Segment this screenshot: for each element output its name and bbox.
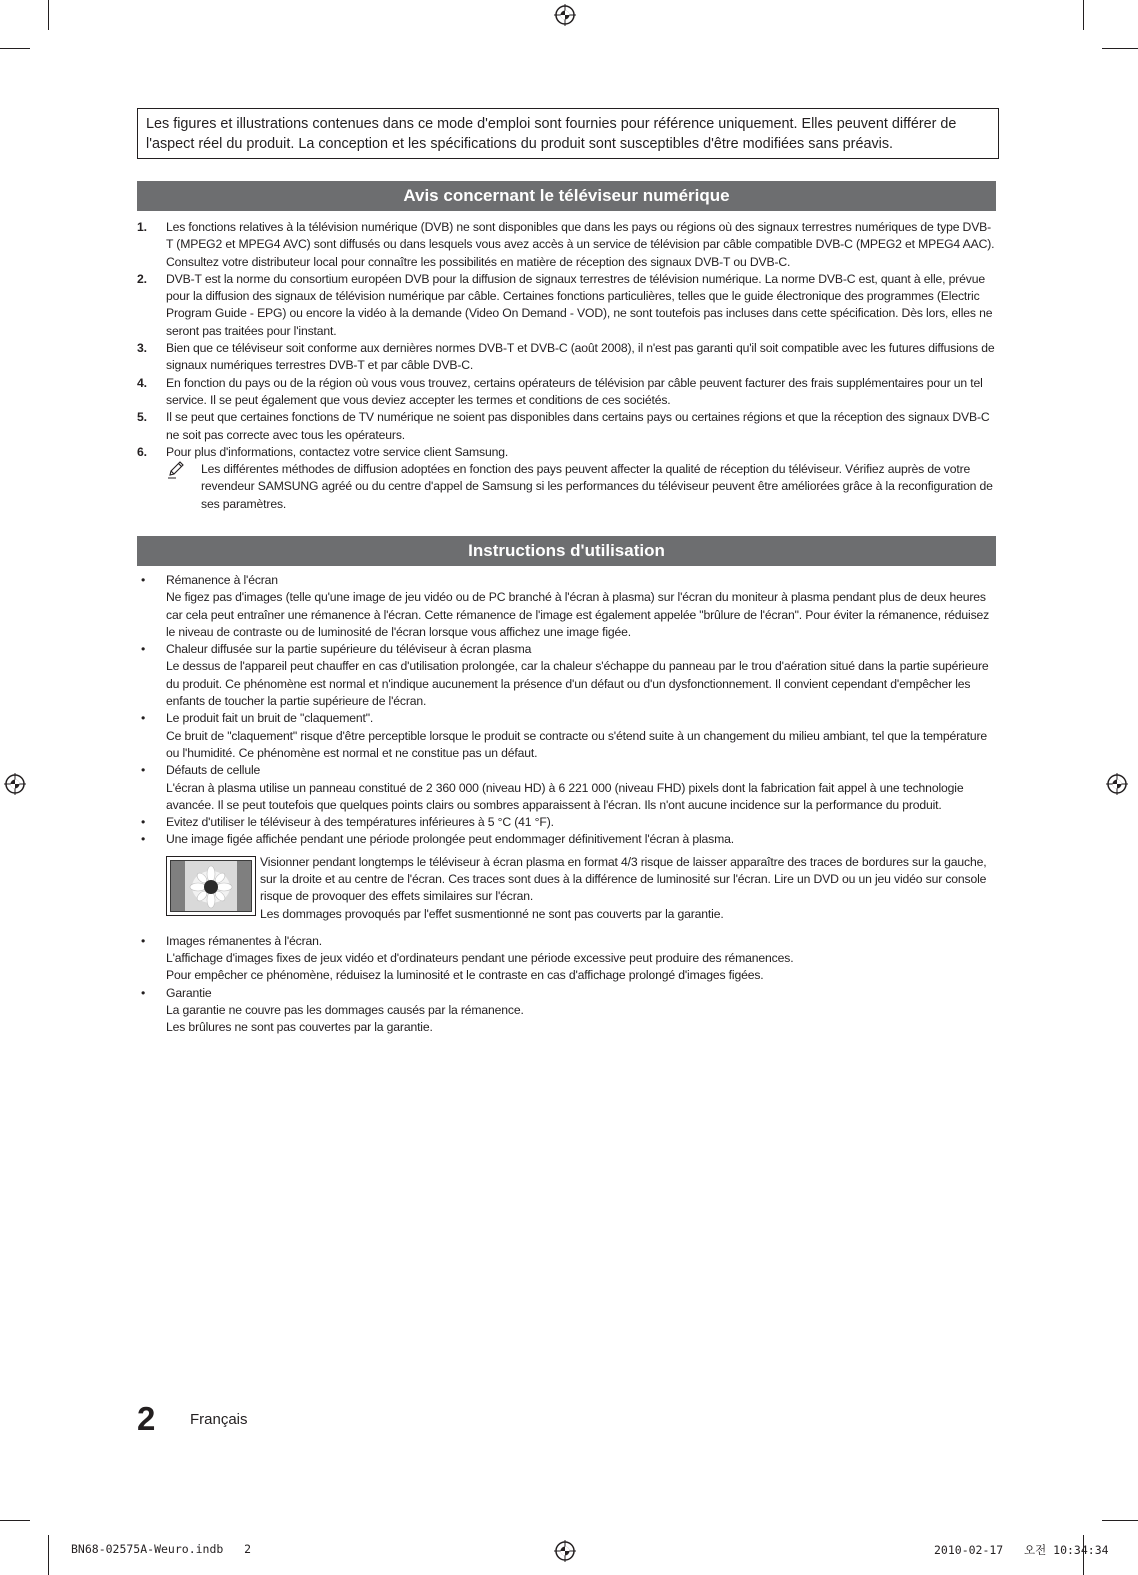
- digital-tv-notice-list: [137, 219, 997, 513]
- bullet-icon: •: [141, 815, 146, 830]
- list-number: 6.: [137, 444, 147, 459]
- item-title: Evitez d'utiliser le téléviseur à des températures inférieures à 5 °C (41 °F).: [166, 815, 554, 830]
- note-block: [137, 461, 997, 513]
- bullet-icon: •: [141, 985, 146, 1000]
- crop-mark-top-left-h: [0, 48, 30, 49]
- bullet-icon: •: [141, 832, 146, 847]
- list-item: [137, 641, 997, 710]
- bullet-icon: •: [141, 763, 146, 778]
- list-number: 3.: [137, 341, 147, 356]
- list-item: [137, 340, 997, 375]
- item-title: Chaleur diffusée sur la partie supérieure du téléviseur à écran plasma: [166, 642, 532, 657]
- page-language: Français: [190, 1411, 248, 1428]
- image-note-row: [166, 854, 997, 924]
- list-item-text: Les fonctions relatives à la télévision numérique (DVB) ne sont disponibles que dans les pays ou régions où des signaux terrestres numériques de type DVB-T (MPEG2 et MPEG4 AVC) sont diffusés ou dans lesquels vous avez accès à un service de télévision par câble compatible DVB-C (MPEG2 et MPEG4 AAC). Consultez votre distributeur local pour connaître les possibilités en matière de réception des signaux DVB-T ou DVB-C.: [166, 220, 995, 269]
- list-item-text: Il se peut que certaines fonctions de TV numérique ne soient pas disponibles dans certains pays ou certaines régions et que la réception des signaux DVB-C ne soit pas correcte avec tous les opérateurs.: [166, 410, 990, 442]
- item-text: L'affichage d'images fixes de jeux vidéo et d'ordinateurs pendant une période excessive peut produire des rémanences.: [166, 951, 794, 966]
- note-text: Les différentes méthodes de diffusion adoptées en fonction des pays peuvent affecter la qualité de réception du téléviseur. Vérifiez auprès de votre revendeur SAMSUNG agréé ou du centre d'appel de Samsung si les performances du téléviseur peuvent être améliorées grâce à la reconfiguration de ses paramètres.: [201, 462, 993, 511]
- crop-mark-top-right-v: [1083, 0, 1084, 30]
- item-title: Rémanence à l'écran: [166, 573, 278, 587]
- bullet-icon: •: [141, 711, 146, 726]
- item-title: Images rémanentes à l'écran.: [166, 933, 322, 948]
- list-item: [137, 831, 997, 923]
- list-item: [137, 814, 997, 831]
- crop-mark-top-left-v: [48, 0, 49, 30]
- list-item: [137, 933, 997, 985]
- list-item-text: DVB-T est la norme du consortium européen DVB pour la diffusion de signaux terrestres de télévision numérique. La norme DVB-C est, quant à elle, prévue pour la diffusion des signaux de télévision numérique par câble. Certaines fonctions particulières, telles que le guide électronique des programmes (Electric Program Guide - EPG) ou encore la vidéo à la demande (Video On Demand - VOD), ne sont toutefois pas incluses dans cette spécification. Dès lors, elles ne seront pas traitées pour l'instant.: [166, 271, 993, 338]
- list-item: [137, 375, 997, 410]
- image-note-paragraph-2: Les dommages provoqués par l'effet susmentionné ne sont pas couverts par la garantie.: [260, 906, 724, 921]
- section-heading-digital-tv: Avis concernant le téléviseur numérique: [137, 181, 996, 211]
- bullet-icon: •: [141, 933, 146, 948]
- item-text-2: Pour empêcher ce phénomène, réduisez la luminosité et le contraste en cas d'affichage prolongé d'images figées.: [166, 968, 764, 983]
- crop-mark-bottom-left-v: [48, 1535, 49, 1575]
- image-note-paragraph: Visionner pendant longtemps le téléviseur à écran plasma en format 4/3 risque de laisser apparaître des traces de bordures sur la gauche, sur la droite et au centre de l'écran. Ces traces sont dues à la différence de luminosité sur l'écran. Lire un DVD ou un jeu vidéo sur console risque de provoquer des effets similaires sur l'écran.: [260, 854, 987, 904]
- tv-screen-burn-in-image: [166, 856, 256, 916]
- list-item-text: En fonction du pays ou de la région où vous vous trouvez, certains opérateurs de télévision par câble peuvent facturer des frais supplémentaires pour un tel service. Il se peut également que vous deviez accepter les termes et conditions de ces sociétés.: [166, 375, 983, 407]
- list-item: [137, 762, 997, 814]
- list-item: [137, 985, 997, 1037]
- list-item: [137, 572, 997, 641]
- list-item-text: Bien que ce téléviseur soit conforme aux dernières normes DVB-T et DVB-C (août 2008), il n'est pas garanti qu'il soit compatible avec les futures diffusions de signaux numériques terrestres DVB-T et par câble DVB-C.: [166, 341, 995, 373]
- list-item: [137, 444, 997, 461]
- list-number: 2.: [137, 271, 147, 286]
- item-text: La garantie ne couvre pas les dommages causés par la rémanence.: [166, 1002, 524, 1017]
- crop-mark-bottom-left-h: [0, 1520, 30, 1521]
- disclaimer-notice: Les figures et illustrations contenues dans ce mode d'emploi sont fournies pour référence uniquement. Elles peuvent différer de l'aspect réel du produit. La conception et les spécifications du produit sont susceptibles d'être modifiées sans préavis.: [137, 108, 999, 159]
- registration-mark-bottom-icon: [554, 1540, 576, 1562]
- registration-mark-left-icon: [4, 773, 26, 795]
- item-text: Ne figez pas d'images (telle qu'une image de jeu vidéo ou de PC branché à l'écran à plasma) sur l'écran du moniteur à plasma pendant plus de deux heures car cela peut entraîner une rémanence à l'écran. Cette rémanence de l'image est également appelée "brûlure de l'écran". Pour éviter la rémanence, réduisez le niveau de contraste ou de luminosité de l'écran lorsque vous affichez une image figée.: [166, 590, 990, 639]
- usage-instructions-list: [137, 572, 997, 1037]
- list-number: 1.: [137, 220, 147, 234]
- item-title: Le produit fait un bruit de "claquement".: [166, 711, 374, 726]
- image-note-text: [166, 854, 997, 923]
- list-item: [137, 219, 997, 271]
- list-number: 4.: [137, 375, 147, 390]
- list-item: [137, 271, 997, 340]
- item-title: Garantie: [166, 985, 212, 1000]
- item-text: L'écran à plasma utilise un panneau constitué de 2 360 000 (niveau HD) à 6 221 000 (niveau FHD) pixels dont la fabrication fait appel à une technologie avancée. Il se peut toutefois que quelques points clairs ou sombres apparaissent à l'écran. Ils n'ont aucune incidence sur la performance du produit.: [166, 780, 964, 812]
- pencil-note-icon: [167, 461, 187, 479]
- item-title: Défauts de cellule: [166, 763, 261, 778]
- registration-mark-right-icon: [1106, 773, 1128, 795]
- bullet-icon: •: [141, 642, 146, 657]
- bullet-icon: •: [141, 573, 146, 587]
- list-item-text: Pour plus d'informations, contactez votre service client Samsung.: [166, 444, 509, 459]
- item-title: Une image figée affichée pendant une période prolongée peut endommager définitivement l'écran à plasma.: [166, 832, 734, 847]
- list-item: [137, 409, 997, 444]
- crop-mark-top-right-h: [1102, 48, 1138, 49]
- registration-mark-top-icon: [554, 4, 576, 26]
- item-text-2: Les brûlures ne sont pas couvertes par la garantie.: [166, 1020, 433, 1035]
- section-heading-usage-instructions: Instructions d'utilisation: [137, 536, 996, 566]
- crop-mark-bottom-right-h: [1102, 1520, 1138, 1521]
- item-text: Ce bruit de "claquement" risque d'être perceptible lorsque le produit se contracte ou s'étend suite à un changement du milieu ambiant, tel que la température ou l'humidité. Ce phénomène est normal et ne constitue pas un défaut.: [166, 728, 988, 760]
- list-item: [137, 710, 997, 762]
- list-number: 5.: [137, 410, 147, 425]
- print-file-name: BN68-02575A-Weuro.indb 2: [71, 1542, 252, 1556]
- item-text: Le dessus de l'appareil peut chauffer en cas d'utilisation prolongée, car la chaleur s'échappe du panneau par le trou d'aération situé dans la partie supérieure du produit. Ce phénomène est normal et n'indique aucunement la présence d'un défaut ou d'un dysfonctionnement. Il convient cependant d'empêcher les enfants de toucher la partie supérieure de l'écran.: [166, 659, 989, 709]
- print-date: 2010-02-17 오전 10:34:34: [934, 1543, 1109, 1557]
- page-number: 2: [137, 1400, 156, 1437]
